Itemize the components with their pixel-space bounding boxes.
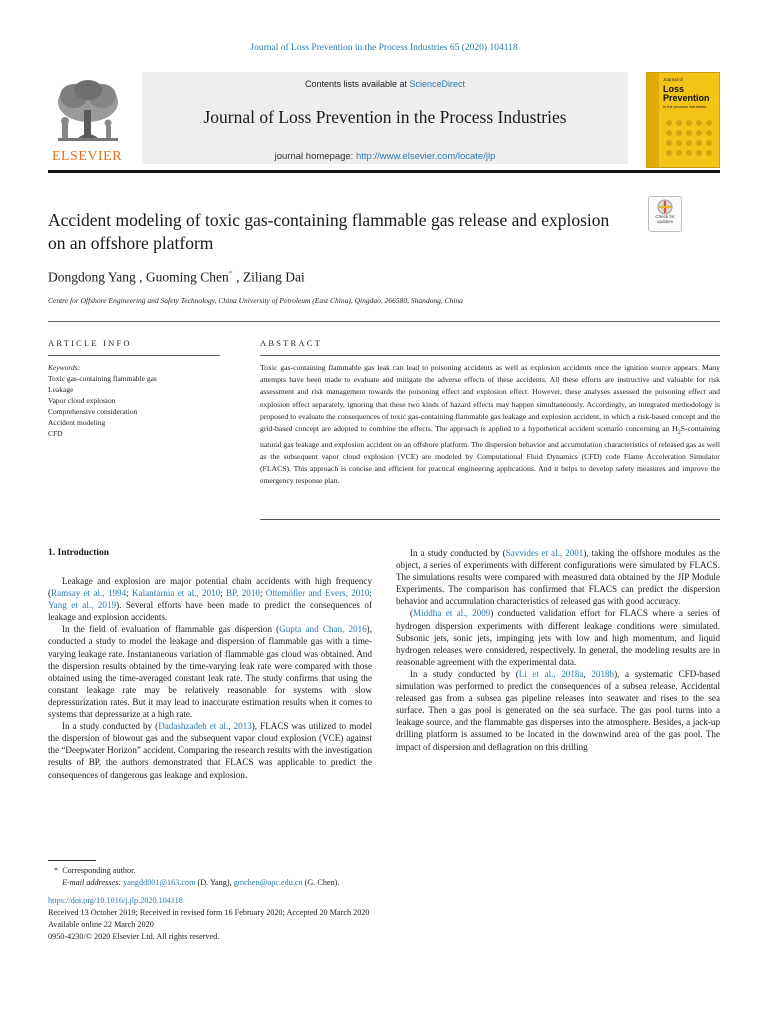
author-1[interactable]: Dongdong Yang	[48, 269, 136, 285]
journal-cover[interactable]	[646, 72, 720, 168]
author-separator-1: ,	[135, 269, 146, 285]
cover-line-2b: Prevention	[663, 93, 710, 103]
paragraph	[396, 668, 720, 753]
text: In a study conducted by (	[410, 668, 519, 679]
check-for-updates-button[interactable]	[648, 196, 682, 232]
text: In a study conducted by (	[62, 721, 159, 732]
journal-citation[interactable]: Journal of Loss Prevention in the Process Industries 65 (2020) 104118	[250, 43, 518, 53]
paragraph	[48, 623, 372, 720]
section-heading-introduction: 1. Introduction	[48, 548, 110, 558]
cover-line-3: in the process industries	[663, 104, 707, 109]
keyword: Leakage	[48, 385, 74, 394]
text: ) conducted validation effort for FLACS where a series of hydrogen dispersion experiments with different leakage conditions were simulated. Subsonic jets, sonic jets, impinging jets with low and high momentum, and liquid hydrogen releases were considered, respectively. In general, the modeling results are in reasonable agreement with the experimental data.	[396, 608, 720, 667]
contents-prefix: Contents lists available at	[304, 79, 410, 89]
crossmark-label-1: Check for	[655, 214, 675, 219]
article-info-heading: ARTICLE INFO	[48, 338, 132, 348]
text: ), FLACS was utilized to model the dispersion of blowout gas and the subsequent vapor cloud explosion (VCE) against the “Deepwater Horizon” accident. Comparing the research results with the investigation results of BP, the authors demonstrated that FLACS was applicable to predict the consequences of dangerous gas leakage and explosion.	[48, 721, 372, 780]
text: ). Several efforts have been made to predict the consequences of leakage and explosion accidents.	[48, 600, 372, 623]
author-3[interactable]: Ziliang Dai	[242, 269, 305, 285]
asterisk: *	[54, 866, 59, 875]
email-link-chen[interactable]: gmchen@upc.edu.cn	[233, 878, 303, 887]
citation-link[interactable]: Kalantarnia et al., 2010	[131, 588, 221, 599]
email-label: E-mail addresses:	[62, 878, 124, 887]
doi-link[interactable]: https://doi.org/10.1016/j.jlp.2020.104118	[48, 896, 183, 905]
abstract-rule	[260, 355, 720, 356]
citation-link[interactable]: Dadashzadeh et al., 2013	[158, 721, 252, 732]
abstract-part-1: Toxic gas-containing flammable gas leak can lead to poisoning accidents as well as explosion accidents once the ignition source appears. Many attempts have been made to evaluate and mitigate the adverse effects of these accidents. All these efforts are instructive and valuable for risk assessment and risk management towards the poisoning effect and explosion effect. However, these analyses assessed the poisoning effect and explosion effect separately, ignoring that these two kinds of hazard effects may happen simultaneously. Accordingly, an integrated methodology is proposed to evaluate the consequences of toxic gas-containing flammable gas leakage and explosion accident, in which a risk-based concept and the grid-based concept are adopted to combine the effects. The approach is applied to a hypothetical accident scenario concerning an H	[260, 363, 720, 434]
paragraph	[48, 720, 372, 780]
corresponding-mark[interactable]: *	[228, 269, 233, 278]
received-dates: Received 13 October 2019; Received in revised form 16 February 2020; Accepted 20 March 2020	[48, 908, 370, 917]
corresponding-text: Corresponding author.	[62, 866, 136, 875]
keyword: CFD	[48, 429, 63, 438]
body-column-right	[396, 547, 720, 753]
footnote-rule	[48, 860, 96, 861]
abstract-bottom-rule	[260, 519, 720, 520]
corresponding-footnote	[48, 865, 720, 877]
crossmark-icon	[649, 199, 681, 215]
online-date: Available online 22 March 2020	[48, 920, 154, 929]
homepage-label: journal homepage:	[274, 151, 356, 162]
keyword: Vapor cloud explosion	[48, 396, 116, 405]
citation-link[interactable]: Savvides et al., 2001	[505, 548, 584, 558]
keywords-block	[48, 362, 220, 439]
journal-homepage	[142, 151, 628, 162]
abstract-text	[260, 362, 720, 488]
text: ), a systematic CFD-based simulation was performed to predict the consequences of a subsea release. Accidental released gas from a subsea gas pipeline releases into seawater and rises to the sea surface. Then a gas pool is generated on the sea surface. The gas pool turns into a leakage source, and the flammable gas disperses into the atmosphere. Besides, a jack-up drilling platform is assumed to be located in the downwind area of the gas pool. The impact of dispersion and deflagration on this drilling	[396, 668, 720, 752]
abstract-part-2: S-containing natural gas leakage and explosion accident on an offshore platform. The dispersion behavior and accumulation characteristics of released gas as well as the subsequent vapor cloud explosion (VCE) are modeled by Computational Fluid Dynamics (CFD) code Flame Acceleration Simulator (FLACS). This approach is concise and efficient for practical engineering applications. And it helps to develop safety measures and improve the emergency response plan.	[260, 424, 720, 486]
email-owner-1: (D. Yang),	[195, 878, 234, 887]
citation-link[interactable]: Ottemöller and Evers, 2010	[265, 588, 370, 599]
email-footnote	[48, 877, 720, 889]
paragraph	[396, 547, 720, 607]
contents-line	[142, 79, 628, 89]
text: ;	[259, 588, 266, 599]
header-rule	[48, 170, 720, 173]
cover-line-1: Journal of	[663, 77, 683, 82]
sciencedirect-link[interactable]: ScienceDirect	[409, 79, 466, 89]
text: (	[410, 608, 414, 619]
text: Leakage and explosion are major potential chain accidents with high frequency (	[48, 576, 372, 599]
abstract-heading: ABSTRACT	[260, 338, 322, 348]
paragraph	[396, 607, 720, 667]
paragraph	[48, 575, 372, 623]
author-2[interactable]: Guoming Chen	[145, 269, 229, 285]
text: ;	[220, 588, 227, 599]
citation-link[interactable]: Middha et al., 2009	[413, 608, 491, 619]
keyword: Accident modeling	[48, 418, 106, 427]
citation-link[interactable]: BP, 2010	[226, 588, 260, 599]
article-title: Accident modeling of toxic gas-containing flammable gas release and explosion on an offshore platform	[48, 210, 610, 253]
footnotes	[48, 865, 720, 943]
citation-link[interactable]: 2018b	[591, 668, 615, 679]
email-link-yang[interactable]: yangdd001@163.com	[123, 878, 196, 887]
article-info-rule	[48, 355, 220, 356]
affiliation: Centre for Offshore Engineering and Safety Technology, China University of Petroleum (East China), Qingdao, 266580, Shandong, China	[48, 296, 463, 305]
homepage-link[interactable]: http://www.elsevier.com/locate/jlp	[355, 151, 496, 162]
citation-link[interactable]: Yang et al., 2019	[48, 600, 117, 611]
keyword: Comprehensive consideration	[48, 407, 138, 416]
text: ), taking the offshore modules as the object, a series of experiments with different configurations were simulated by FLACS. The simulations results were compared with measured data obtained by the JIP Module Experiments. The comparison has confirmed that FLACS can predict the dispersion behavior and accumulation characteristics of released gas with good accuracy.	[396, 548, 720, 607]
journal-title: Journal of Loss Prevention in the Process Industries	[203, 107, 567, 127]
crossmark-label-2: updates	[656, 219, 673, 224]
citation-link[interactable]: Ramsay et al., 1994	[51, 588, 127, 599]
text: In a study conducted by (	[410, 548, 506, 558]
copyright: 0950-4230/© 2020 Elsevier Ltd. All rights reserved.	[48, 932, 220, 941]
cover-line-2	[663, 85, 710, 103]
citation-link[interactable]: Li et al., 2018a	[518, 668, 584, 679]
authors-rule	[48, 321, 720, 322]
citation-link[interactable]: Gupta and Chan, 2016	[279, 624, 367, 635]
elsevier-tree-icon	[48, 76, 126, 148]
keywords-label: Keywords:	[48, 363, 81, 372]
abstract-subscript: 2	[677, 429, 681, 436]
elsevier-wordmark: ELSEVIER	[51, 149, 123, 164]
keyword: Toxic gas-containing flammable gas	[48, 374, 157, 383]
author-separator-2: ,	[232, 269, 243, 285]
text: ), conducted a study to model the leakage and dispersion of flammable gas with a time-varying leakage rate. Instantaneous variation of flammable gas cloud was obtained. And the dispersion results obtained by the time-varying leak rate were compared with those obtained using the time-averaged constant leak rate. The study confirms that using the constant leakage rate may be relatively reasonable for systems with slow depressurization rates. But it may lead to inaccurate estimation results when it comes to systems that depressurize at a high rate.	[48, 624, 372, 720]
body-column-left	[48, 575, 372, 781]
text: In the field of evaluation of flammable gas dispersion (	[62, 624, 280, 635]
text: ;	[369, 588, 372, 599]
crossmark-label	[649, 214, 681, 224]
author-list	[48, 269, 305, 286]
email-owner-2: (G. Chen).	[302, 878, 340, 887]
cover-line-2a: Loss	[663, 84, 685, 94]
text: ;	[126, 588, 132, 599]
text: ,	[583, 668, 592, 679]
